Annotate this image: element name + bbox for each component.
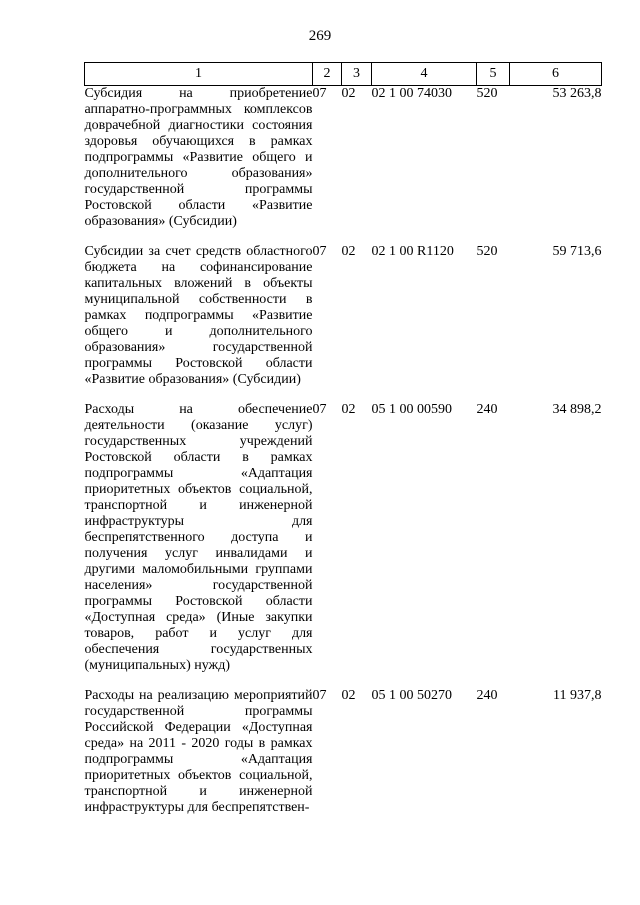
- row-section: 07: [312, 244, 327, 259]
- row-target-code: 05 1 00 00590: [371, 402, 452, 417]
- table-row: [85, 688, 602, 816]
- row-description: Субсидия на приобретение аппаратно-программных комплексов доврачебной диагностики состояния здоровья обучающихся в рамках подпрограммы «Развитие общего и дополнительного образования» государственной программы Ростовской области «Развитие образования» (Субсидии): [84, 86, 313, 229]
- row-subsection: 02: [341, 86, 356, 101]
- row-amount: 59 713,6: [552, 244, 602, 259]
- row-expense-type: 520: [476, 86, 498, 101]
- row-expense-type: 240: [476, 688, 498, 703]
- row-description: Расходы на реализацию мероприятий государственной программы Российской Федерации «Доступная среда» на 2011 - 2020 годы в рамках подпрограммы «Адаптация приоритетных объектов социальной, транспортной и инженерной инфраструктуры для беспрепятствен-: [84, 688, 313, 815]
- row-expense-type: 520: [476, 244, 498, 259]
- row-amount: 11 937,8: [553, 688, 602, 703]
- row-subsection: 02: [341, 688, 356, 703]
- row-section: 07: [312, 402, 327, 417]
- row-section: 07: [312, 688, 327, 703]
- budget-table: [84, 62, 602, 816]
- row-subsection: 02: [341, 244, 356, 259]
- table-row: [85, 244, 602, 402]
- header-col-5: 5: [477, 63, 510, 86]
- row-amount: 53 263,8: [552, 86, 602, 101]
- header-col-6: 6: [510, 63, 602, 86]
- header-col-3: 3: [342, 63, 372, 86]
- row-expense-type: 240: [476, 402, 498, 417]
- row-target-code: 05 1 00 50270: [371, 688, 452, 703]
- row-description: Расходы на обеспечение деятельности (оказание услуг) государственных учреждений Ростовской области в рамках подпрограммы «Адаптация приоритетных объектов социальной, транспортной и инженерной инфраструктуры для беспрепятственного доступа и получения услуг инвалидами и другими маломобильными группами населения» государственной программы Ростовской области «Доступная среда» (Иные закупки товаров, работ и услуг для обеспечения государственных (муниципальных) нужд): [84, 402, 313, 673]
- header-col-1: 1: [85, 63, 313, 86]
- row-target-code: 02 1 00 74030: [371, 86, 452, 101]
- header-col-2: 2: [313, 63, 342, 86]
- page-number: 269: [308, 28, 332, 44]
- table-row: [85, 402, 602, 688]
- row-subsection: 02: [341, 402, 356, 417]
- header-col-4: 4: [372, 63, 477, 86]
- row-section: 07: [312, 86, 327, 101]
- row-target-code: 02 1 00 R1120: [371, 244, 454, 259]
- row-description: Субсидии за счет средств областного бюджета на софинансирование капитальных вложений в объекты муниципальной собственности в рамках подпрограммы «Развитие общего и дополнительного образования» государственной программы Ростовской области «Развитие образования» (Субсидии): [84, 244, 313, 387]
- table-row: [85, 86, 602, 245]
- row-amount: 34 898,2: [552, 402, 602, 417]
- table-header-row: [85, 63, 602, 86]
